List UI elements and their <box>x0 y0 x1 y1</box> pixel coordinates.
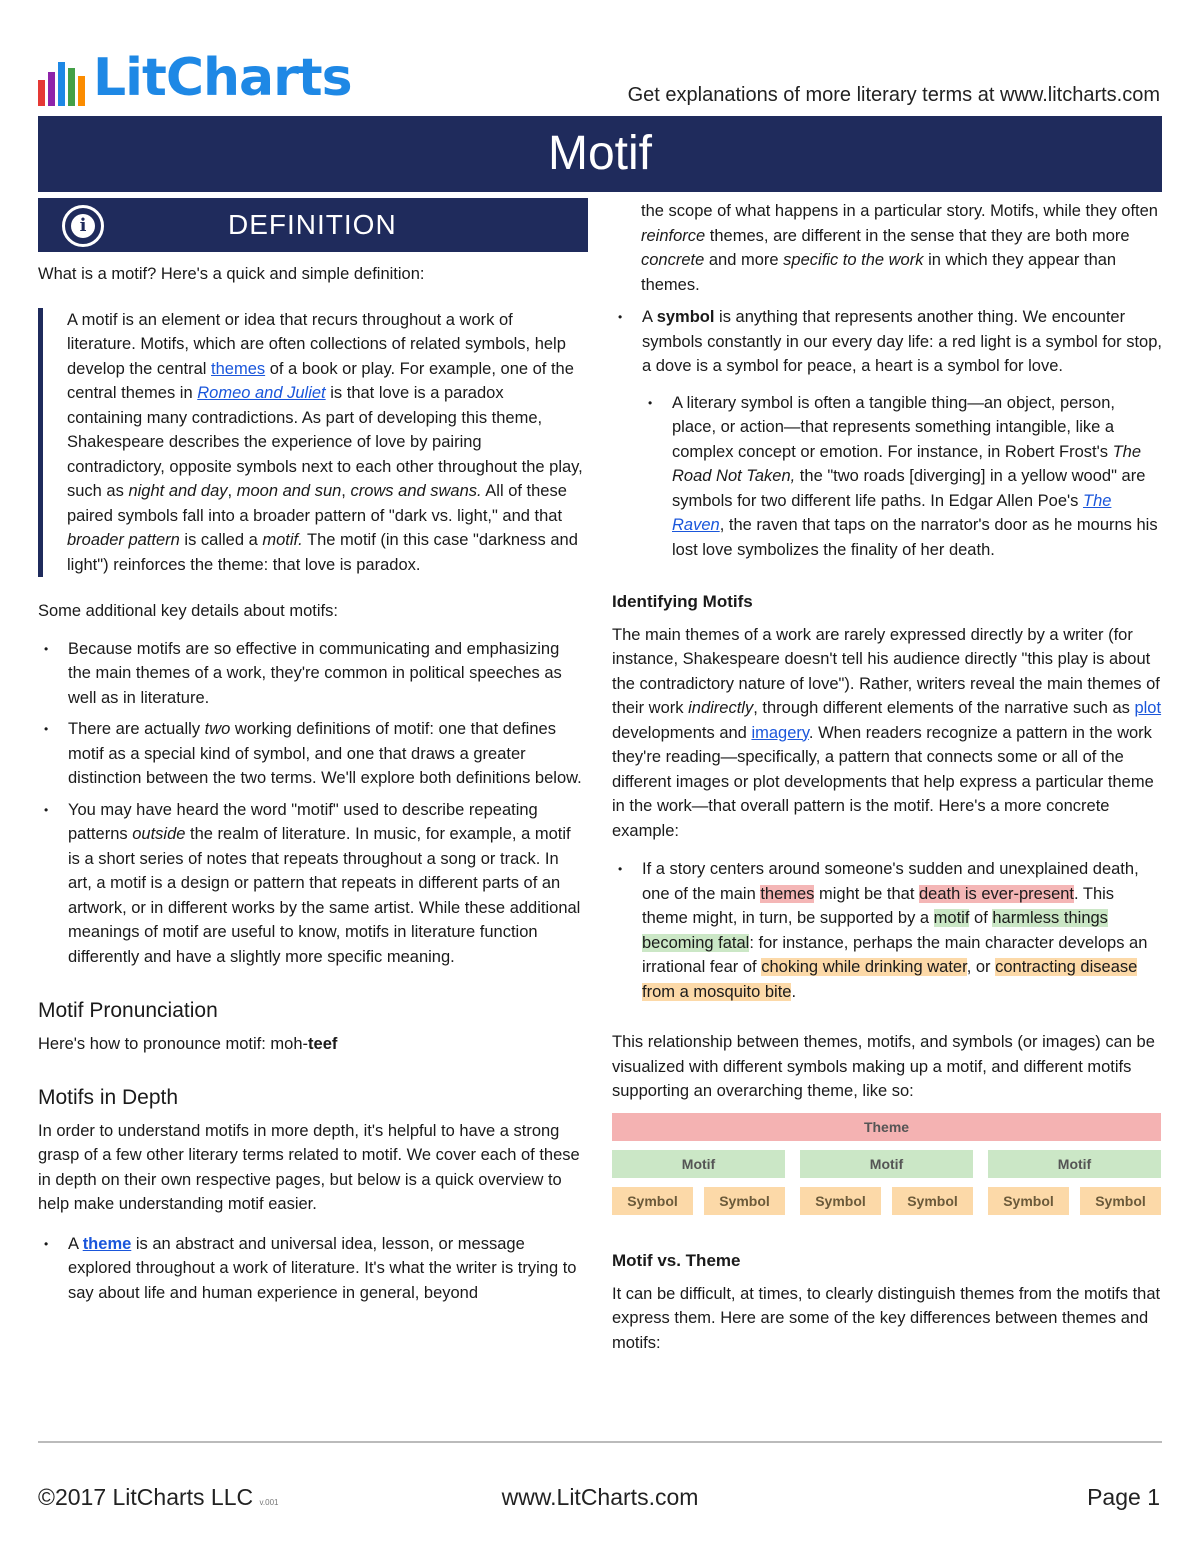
logo-text: LitCharts <box>93 48 352 108</box>
themes-link[interactable]: themes <box>211 359 266 378</box>
plot-link[interactable]: plot <box>1134 699 1162 717</box>
romeo-and-juliet-link[interactable]: Romeo and Juliet <box>197 384 326 402</box>
in-depth-heading: Motifs in Depth <box>38 1086 179 1109</box>
list-item-literary-symbol: • A literary symbol is often a tangible thing—an object, person, place, or action—that represents something intangible, like a complex concept or emotion. For instance, in Robert Frost's The Road Not Taken, the "two roads [diverging] in a yellow wood" are symbols for two different life paths. In Edgar Allen Poe's The Raven, the raven that taps on the narrator's door as he mourns his lost love symbolizes the finality of her death. <box>642 391 1162 563</box>
definition-quote-text: A motif is an element or idea that recurs throughout a work of literature. Motifs, which are often collections of related symbols, help develop the central themes of a book or play. For example, one of the central themes in Romeo and Juliet is that love is a paradox containing many contradictions. As part of developing this theme, Shakespeare describes the experience of love by pairing contradictory, opposite symbols next to each other throughout the play, such as night and day, moon and sun, crows and swans. All of these paired symbols fall into a broader pattern of "dark vs. light," and that broader pattern is called a motif. The motif (in this case "darkness and light") reinforces the theme: that love is paradox. <box>67 310 583 574</box>
logo-bars-icon <box>38 56 85 106</box>
page-title: Motif <box>38 116 1162 192</box>
relationship-text: This relationship between themes, motifs, and symbols (or images) can be visualized with different symbols making up a motif, and different motifs supporting an overarching theme, like so: <box>612 1033 1155 1100</box>
definition-intro: What is a motif? Here's a quick and simple definition: <box>38 265 425 283</box>
list-item-symbol: • A symbol is anything that represents another thing. We encounter symbols constantly in our every day life: a red light is a symbol for stop, a dove is a symbol for peace, a heart is a symbol for love. • A literary symbol is often a tangible thing—an object, person, place, or action—that represents something intangible, like a complex concept or emotion. For instance, in Robert Frost's The Road Not Taken, the "two roads [diverging] in a yellow wood" are symbols for two different life paths. In Edgar Allen Poe's The Raven, the raven that taps on the narrator's door as he mourns his lost love symbolizes the finality of her death. <box>612 305 1162 562</box>
related-terms-list <box>38 1232 583 1306</box>
vs-theme-text: It can be difficult, at times, to clearly distinguish themes from the motifs that express them. Here are some of the key differences between themes and motifs: <box>612 1284 1161 1352</box>
identifying-heading: Identifying Motifs <box>612 592 753 611</box>
symbol-list <box>612 305 1162 562</box>
identifying-text: The main themes of a work are rarely expressed directly by a writer (for instance, Shakespeare doesn't tell his audience directly "this play is about the contradictory nature of love"). Rather, writers reveal the main themes of their work indirectly, through different elements of the narrative such as plot developments and imagery. When readers recognize a pattern in the work they're reading—specifically, a pattern that connects some or all of the different images or plot developments that help express a particular theme in the work—that overall pattern is the motif. Here's a more concrete example: <box>612 625 1162 840</box>
diagram-motif: Motif <box>800 1150 973 1178</box>
right-column <box>612 199 1162 1104</box>
diagram-symbol: Symbol <box>612 1187 693 1215</box>
vs-theme-section <box>612 1249 1162 1355</box>
info-icon: i <box>62 205 104 247</box>
example-list <box>612 857 1162 1004</box>
diagram-symbol: Symbol <box>1080 1187 1161 1215</box>
footer-page-number: Page 1 <box>1087 1484 1160 1510</box>
list-item: • You may have heard the word "motif" used to describe repeating patterns outside the realm of literature. In music, for example, a motif is a short series of notes that repeats throughout a song or track. In art, a motif is a design or pattern that repeats in different parts of an artwork, or in different works by the same artist. While these additional meanings of motif are useful to know, motifs in literature function differently and have a slightly more specific meaning. <box>38 798 583 970</box>
imagery-link[interactable]: imagery <box>751 723 809 742</box>
litcharts-logo[interactable] <box>38 50 352 106</box>
footer-divider <box>38 1441 1162 1443</box>
key-details-list <box>38 637 583 970</box>
list-item: • Because motifs are so effective in communicating and emphasizing the main themes of a work, they're common in political speeches as well as in literature. <box>38 637 583 711</box>
theme-link[interactable]: theme <box>82 1234 132 1253</box>
definition-quote <box>38 308 583 578</box>
header-tagline: Get explanations of more literary terms at www.litcharts.com <box>627 84 1160 106</box>
symbol-sublist <box>642 391 1162 563</box>
footer-copyright: ©2017 LitCharts LLC v.001 <box>38 1484 279 1510</box>
pronunciation-heading: Motif Pronunciation <box>38 999 218 1022</box>
left-column <box>38 262 583 1312</box>
diagram-symbol: Symbol <box>800 1187 881 1215</box>
the-raven-link[interactable]: The Raven <box>672 491 1112 534</box>
footer-site-link[interactable]: www.LitCharts.com <box>501 1484 699 1510</box>
list-item-theme: • A theme is an abstract and universal idea, lesson, or message explored throughout a work of literature. It's what the writer is trying to say about life and human experience in general, beyond <box>38 1232 583 1306</box>
definition-label: DEFINITION <box>228 209 397 240</box>
list-item-example: • If a story centers around someone's sudden and unexplained death, one of the main themes might be that death is ever-present. This theme might, in turn, be supported by a motif of harmless things becoming fatal: for instance, perhaps the main character develops an irrational fear of choking while drinking water, or contracting disease from a mosquito bite. <box>612 857 1162 1004</box>
definition-header <box>38 198 588 252</box>
pronunciation-text: Here's how to pronounce motif: moh-teef <box>38 1034 338 1053</box>
vs-theme-heading: Motif vs. Theme <box>612 1251 741 1270</box>
diagram-theme: Theme <box>612 1113 1161 1141</box>
diagram-motif: Motif <box>612 1150 785 1178</box>
diagram-motif: Motif <box>988 1150 1161 1178</box>
diagram-symbol: Symbol <box>704 1187 785 1215</box>
list-item: • There are actually two working definitions of motif: one that defines motif as a special kind of symbol, and one that draws a greater distinction between the two terms. We'll explore both definitions below. <box>38 717 583 791</box>
diagram-symbol: Symbol <box>988 1187 1069 1215</box>
theme-bullet-continued: the scope of what happens in a particular story. Motifs, while they often reinforce themes, are different in the sense that they are both more concrete and more specific to the work in which they appear than themes. <box>641 202 1158 294</box>
key-details-intro: Some additional key details about motifs: <box>38 602 338 620</box>
in-depth-text: In order to understand motifs in more depth, it's helpful to have a strong grasp of a few other literary terms related to motif. We cover each of these in depth on their own respective pages, but below is a quick overview to help make understanding motif easier. <box>38 1121 580 1213</box>
diagram-symbol: Symbol <box>892 1187 973 1215</box>
